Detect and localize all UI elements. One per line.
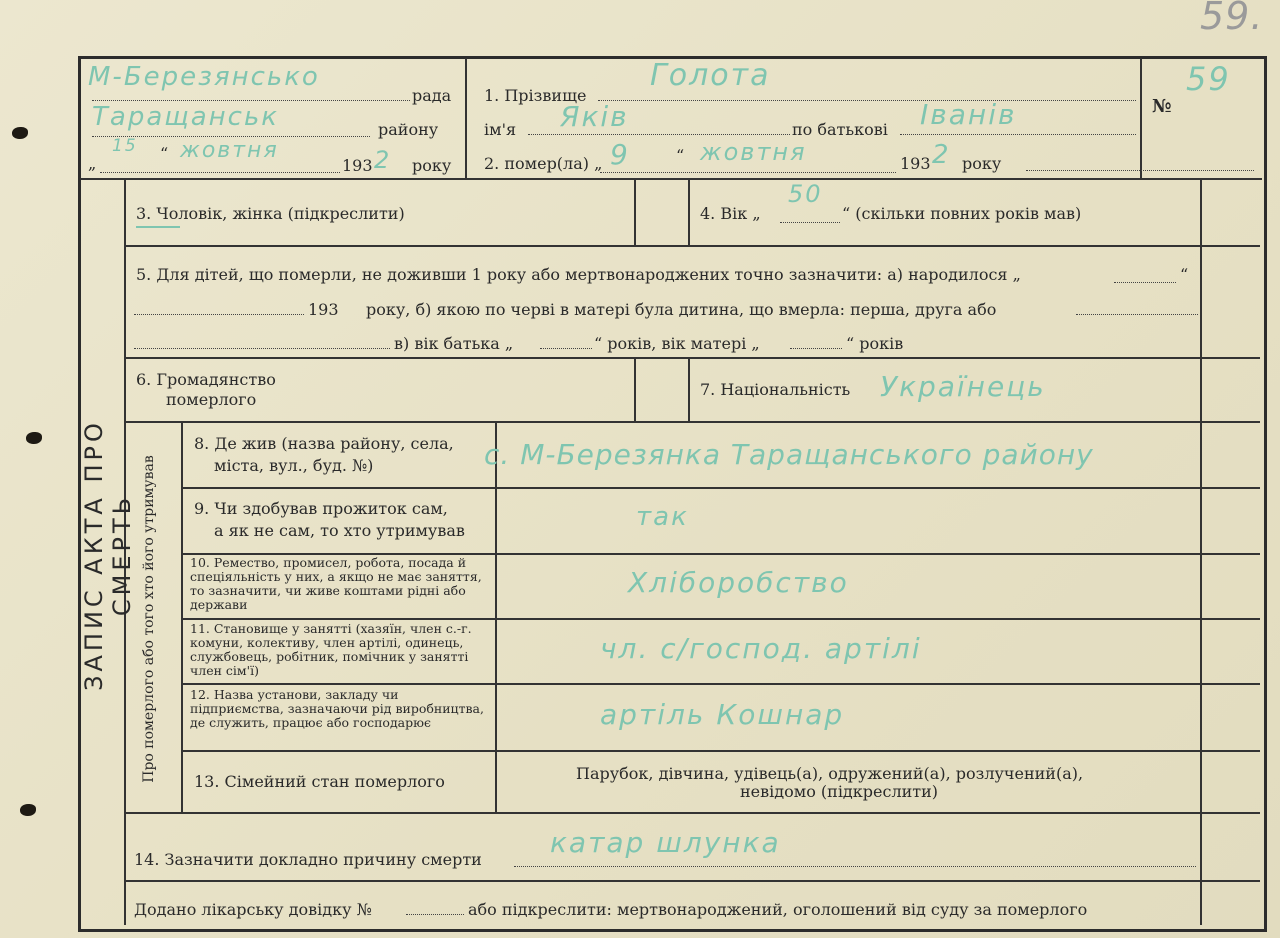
- divider: [1202, 357, 1260, 359]
- surname-value: Голота: [650, 58, 771, 93]
- marital-label: 13. Сімейний стан померлого: [194, 772, 445, 791]
- divider: [688, 358, 690, 421]
- council-name: М-Березянсько: [88, 62, 320, 92]
- age-label-end: “ (скільки повних років мав): [842, 204, 1082, 223]
- number-value: 59: [1186, 60, 1231, 98]
- dotted-line: [134, 314, 304, 315]
- divider: [1202, 487, 1260, 489]
- dotted-line: [1026, 170, 1254, 171]
- name-label: ім'я: [484, 120, 517, 139]
- side-title: ЗАПИС АКТА ПРО СМЕРТЬ: [80, 419, 136, 691]
- punch-hole: [12, 127, 28, 139]
- residence-label: 8. Де жив (назва району, села,: [194, 434, 454, 453]
- divider: [1202, 245, 1260, 247]
- footer-text: Додано лікарську довідку №: [134, 900, 372, 919]
- death-day: 9: [610, 138, 630, 171]
- patronymic-value: Іванів: [920, 98, 1017, 131]
- nationality-label: 7. Національність: [700, 380, 851, 399]
- residence-label-2: міста, вул., буд. №): [214, 456, 374, 475]
- divider: [125, 812, 1201, 814]
- divider: [1202, 880, 1260, 882]
- dotted-line: [600, 172, 896, 173]
- divider: [1202, 618, 1260, 620]
- death-year-prefix: 193: [900, 154, 931, 173]
- citizenship-label: 6. Громадянство: [136, 370, 276, 389]
- year-prefix: 193: [342, 156, 373, 175]
- dotted-line: [540, 348, 592, 349]
- child-info-line-1: 5. Для дітей, що померли, не доживши 1 року або мертвонароджених точно зазначити: а) народилося „: [136, 265, 1021, 284]
- employer-value: артіль Кошнар: [600, 698, 845, 731]
- divider: [182, 618, 1201, 620]
- quote-open: „: [88, 154, 97, 173]
- divider: [1202, 750, 1260, 752]
- residence-value: с. М-Березянка Таращанського району: [484, 438, 1094, 471]
- dotted-line: [100, 172, 340, 173]
- divider: [688, 180, 690, 245]
- marital-options-2: невідомо (підкреслити): [740, 782, 939, 801]
- marital-options: Парубок, дівчина, удівець(а), одружений(а), розлучений(а),: [576, 764, 1084, 783]
- dotted-line: [514, 866, 1196, 867]
- punch-hole: [20, 804, 36, 816]
- divider: [125, 245, 1201, 247]
- divider: [182, 487, 1201, 489]
- divider: [182, 683, 1201, 685]
- dotted-line: [134, 348, 390, 349]
- divider: [634, 358, 636, 421]
- record-day: 15: [112, 136, 138, 156]
- status-label: 11. Становище у занятті (хазяїн, член с.-г. комуни, колективу, член артілі, одинець, службовець, робітник, помічник у занятті член сім'ї): [190, 621, 472, 678]
- cause-label: 14. Зазначити докладно причину смерти: [134, 850, 482, 869]
- quote-close: “: [160, 144, 169, 163]
- divider: [80, 178, 1262, 180]
- record-year-digit: 2: [374, 146, 392, 174]
- divider: [1202, 553, 1260, 555]
- divider: [125, 421, 1201, 423]
- livelihood-label: 9. Чи здобував прожиток сам,: [194, 499, 448, 518]
- child-info-line-2: року, б) якою по черві в матері була дитина, що вмерла: перша, друга або: [366, 300, 997, 319]
- quote-close: “: [676, 146, 685, 165]
- punch-hole: [26, 432, 42, 444]
- dotted-line: [92, 100, 410, 101]
- employer-label: 12. Назва установи, закладу чи підприємства, зазначаючи рід виробництва, де служить, працює або господарює: [190, 687, 484, 730]
- district-label: району: [378, 120, 439, 139]
- livelihood-label-2: а як не сам, то хто утримував: [214, 521, 465, 540]
- death-year-digit: 2: [932, 140, 951, 170]
- divider: [125, 357, 1201, 359]
- occupation-label: 10. Ремество, промисел, робота, посада й спеціяльність у них, а якщо не має заняття, то зазначити, чи живе коштами рідні або держави: [190, 555, 482, 612]
- year-label: року: [412, 156, 452, 175]
- quote-close: “: [1180, 265, 1189, 284]
- dotted-line: [528, 134, 790, 135]
- status-value: чл. с/господ. артілі: [600, 632, 922, 665]
- divider: [1202, 683, 1260, 685]
- gender-underline: [136, 226, 180, 228]
- dotted-line: [406, 914, 464, 915]
- divider: [1140, 58, 1142, 178]
- patronymic-label: по батькові: [792, 120, 888, 139]
- divider: [634, 180, 636, 245]
- parent-age-end: “ років: [846, 334, 904, 353]
- form-frame: [78, 56, 1267, 932]
- age-value: 50: [788, 180, 823, 208]
- parent-age-father: в) вік батька „: [394, 334, 514, 353]
- died-label: 2. помер(ла) „: [484, 154, 603, 173]
- name-value: Яків: [560, 100, 629, 133]
- dotted-line: [790, 348, 842, 349]
- divider: [1202, 812, 1260, 814]
- citizenship-label-2: померлого: [166, 390, 257, 409]
- district-name: Таращанськ: [92, 102, 279, 132]
- dotted-line: [780, 222, 840, 223]
- dotted-line: [1114, 282, 1176, 283]
- record-month: жовтня: [180, 138, 279, 163]
- dotted-line: [900, 134, 1136, 135]
- dotted-line: [1076, 314, 1198, 315]
- divider: [1202, 421, 1260, 423]
- number-label: №: [1152, 96, 1172, 117]
- divider: [495, 422, 497, 812]
- corner-number: 59.: [1200, 0, 1264, 38]
- age-label: 4. Вік „: [700, 204, 761, 223]
- footer-text-2: або підкреслити: мертвонароджений, оголошений від суду за померлого: [468, 900, 1088, 919]
- divider: [465, 58, 467, 178]
- parent-age-mother: “ років, вік матері „: [594, 334, 760, 353]
- divider: [181, 422, 183, 812]
- nationality-value: Українець: [880, 370, 1046, 403]
- death-year-label: року: [962, 154, 1002, 173]
- child-year-prefix: 193: [308, 300, 339, 319]
- occupation-value: Хліборобство: [628, 566, 849, 599]
- gender-label: 3. Чоловік, жінка (підкреслити): [136, 204, 405, 223]
- surname-label: 1. Прізвище: [484, 86, 587, 105]
- dotted-line: [598, 100, 1136, 101]
- livelihood-value: так: [636, 502, 689, 532]
- divider: [125, 880, 1201, 882]
- cause-value: катар шлунка: [550, 826, 781, 859]
- death-month: жовтня: [700, 138, 807, 166]
- side-subtitle: Про померлого або того хто його утримував: [141, 455, 157, 783]
- council-label: рада: [412, 86, 452, 105]
- divider: [182, 750, 1201, 752]
